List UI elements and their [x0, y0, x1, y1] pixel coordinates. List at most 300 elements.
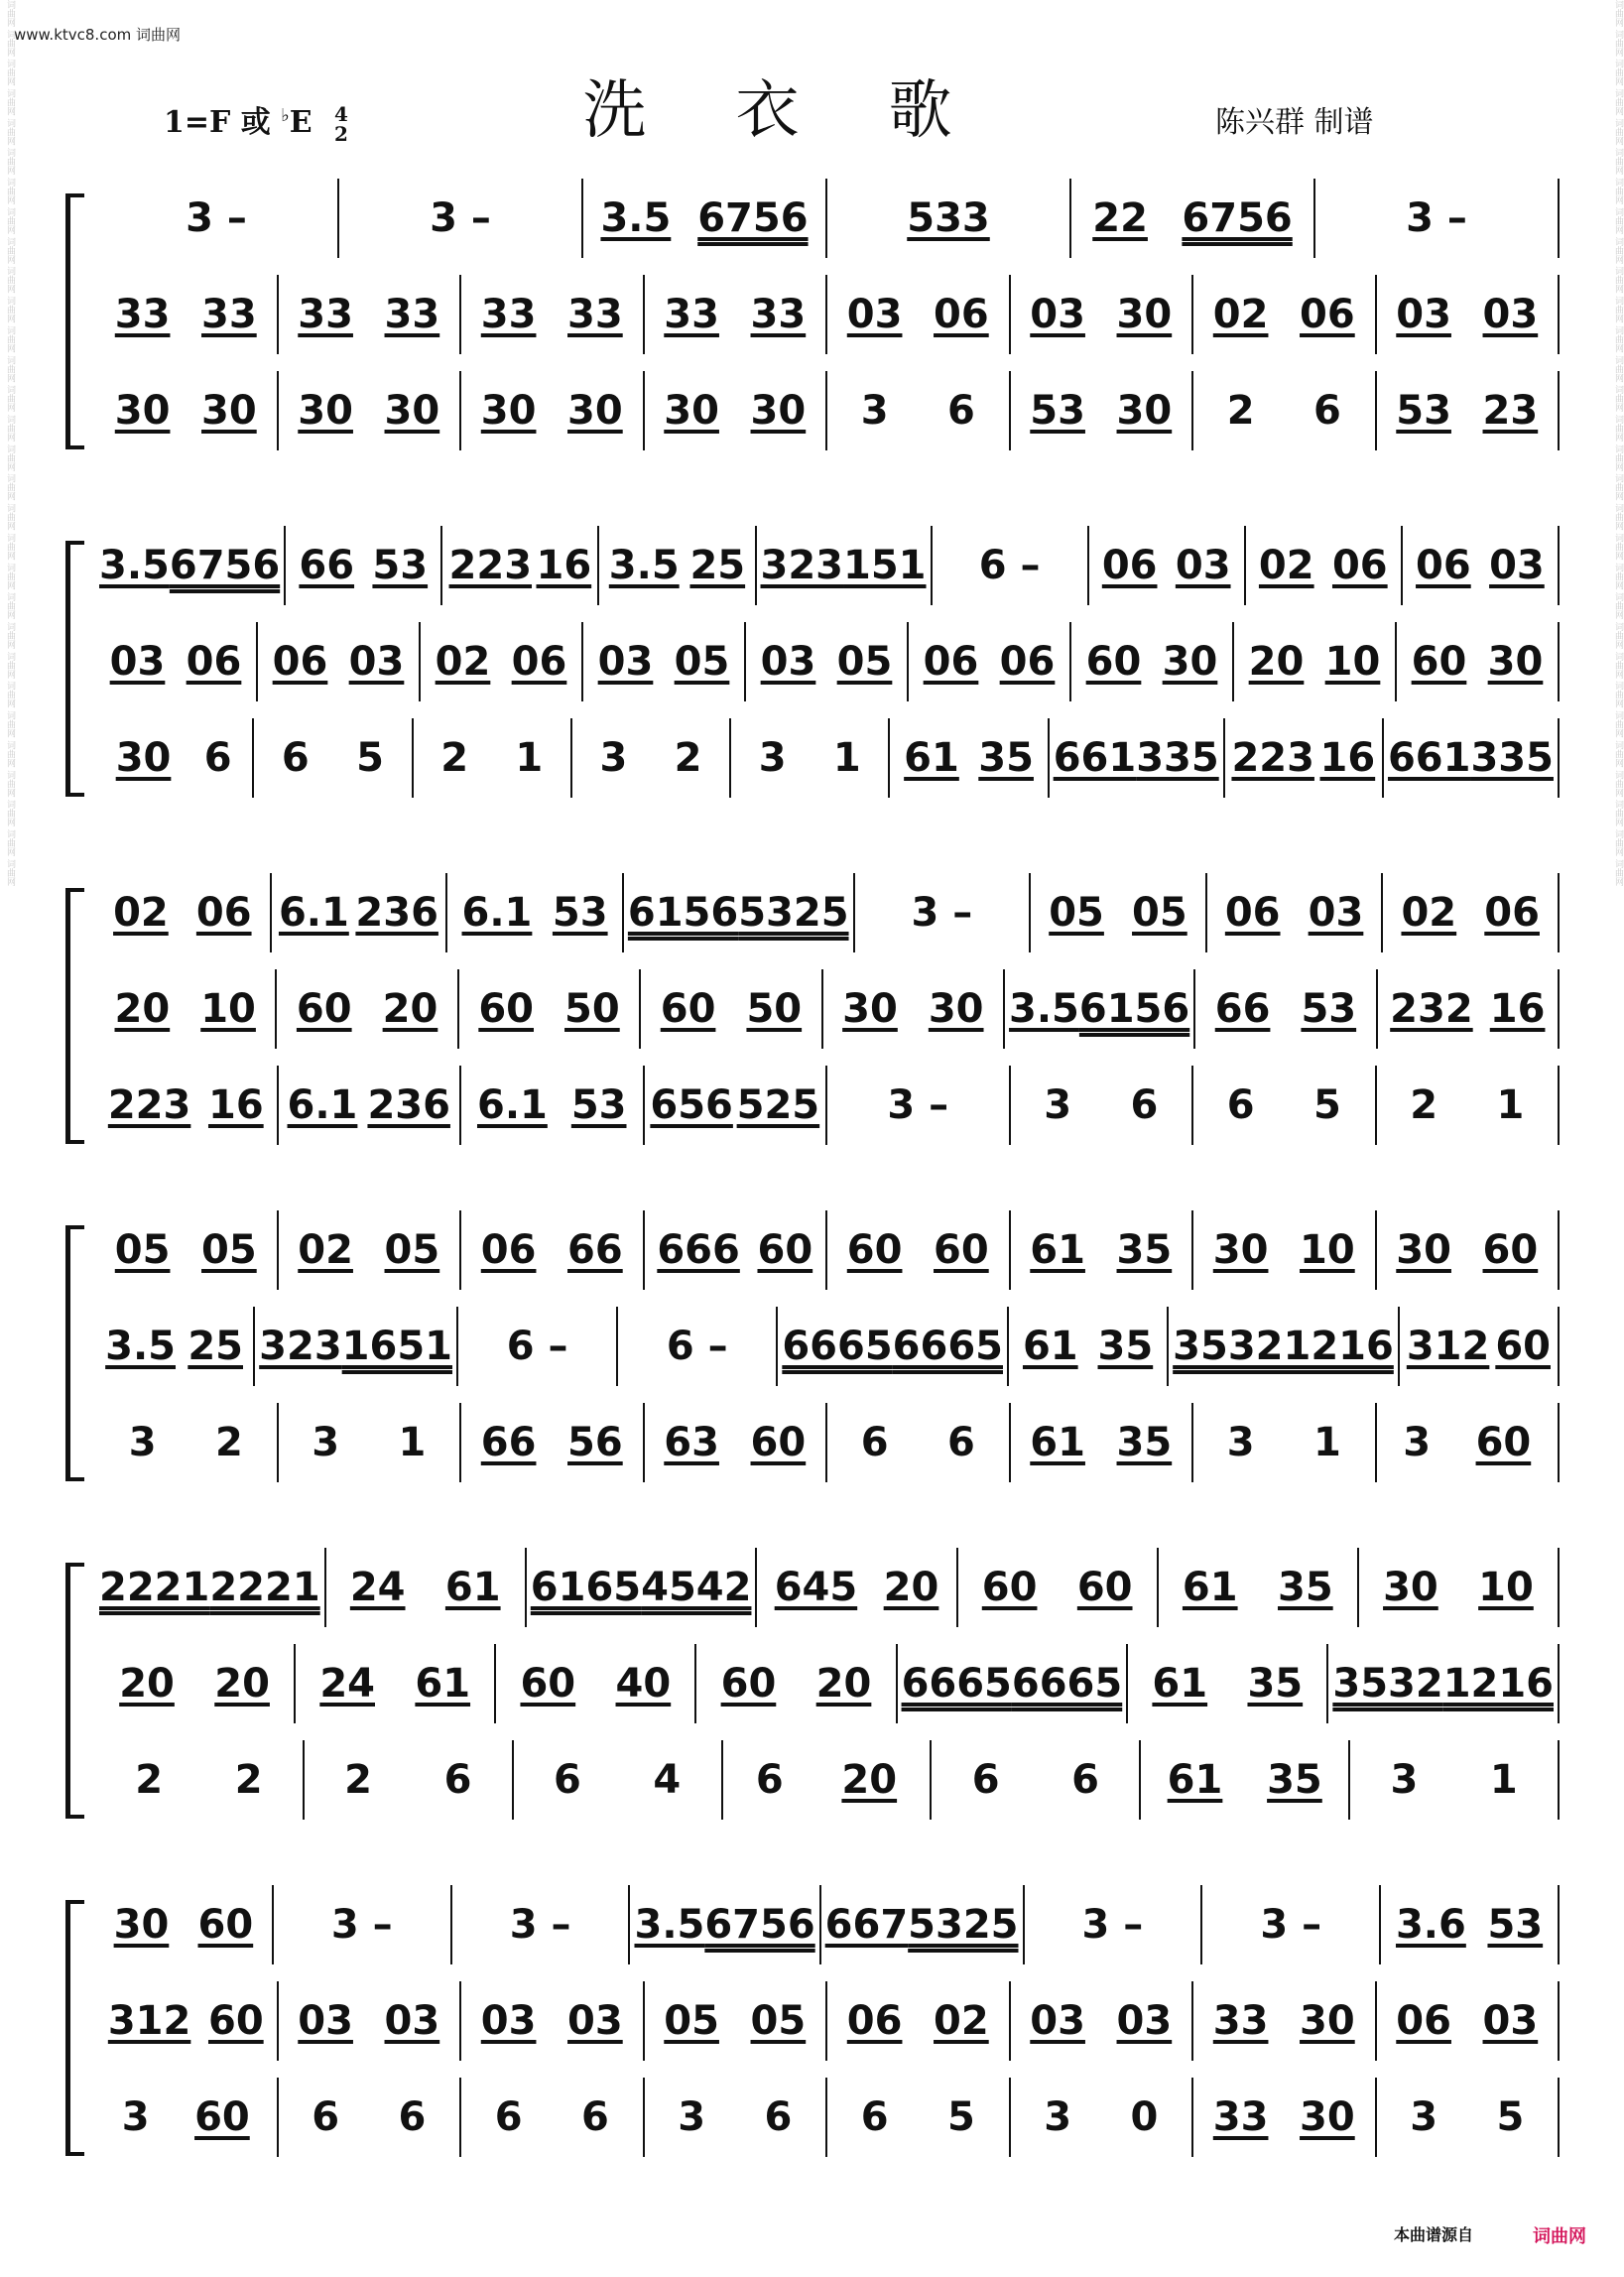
note-group: 66 [480, 1420, 537, 1465]
note-group: 60 [207, 1998, 264, 2044]
note-group: 236 [367, 1082, 450, 1128]
note-group: 30 [201, 388, 257, 434]
note-group: 3532 [1173, 1324, 1284, 1369]
note-group: 30 [1487, 639, 1544, 685]
measure [757, 1548, 957, 1627]
staff-row [95, 1880, 1560, 1969]
note-group: 151 [843, 543, 927, 588]
note-group: 35 [1116, 1420, 1173, 1465]
note-group: 2 [440, 735, 469, 781]
note-group: 667 [824, 1902, 909, 1948]
measure [630, 1885, 820, 1964]
note-group: 10 [1324, 639, 1381, 685]
staff-row [95, 713, 1560, 803]
note-group: 03 [597, 639, 654, 685]
note-group: 02 [113, 890, 169, 936]
note-group: 60 [1085, 639, 1142, 685]
measure [890, 718, 1049, 798]
note-group: 30 [1383, 1565, 1438, 1610]
note-group: 3 [1403, 1420, 1432, 1465]
note-group: 61 [1167, 1757, 1223, 1803]
system-brace [65, 1563, 84, 1819]
note-group: 1216 [1283, 1324, 1394, 1369]
note-group: 30 [1116, 292, 1173, 337]
note-group: 35 [1247, 1661, 1304, 1707]
note-group: 06 [1416, 543, 1471, 588]
note-group: 30 [113, 1902, 170, 1948]
measure [95, 1210, 279, 1290]
measure [95, 1644, 296, 1723]
measure [95, 2078, 279, 2157]
note-group: 60 [981, 1565, 1038, 1610]
note-group: 3 – [186, 195, 247, 241]
note-group: 6 [1130, 1082, 1159, 1128]
note-group: 2 [344, 1757, 372, 1803]
note-group: 6 – [978, 543, 1041, 588]
measure [1011, 1066, 1194, 1145]
score-system [60, 1205, 1560, 1493]
measure [1089, 526, 1246, 605]
measure [932, 1740, 1141, 1820]
note-group: 1 [1312, 1420, 1341, 1465]
note-group: 66 [1214, 986, 1271, 1032]
measure [1009, 1307, 1169, 1386]
measure [95, 1066, 279, 1145]
note-group: 61 [1022, 1324, 1078, 1369]
measure [1377, 1403, 1561, 1482]
note-group: 33 [114, 292, 171, 337]
note-group: 02 [1212, 292, 1269, 337]
measure [823, 969, 1005, 1049]
measure [827, 1981, 1011, 2061]
note-group: 6 [1226, 1082, 1255, 1128]
note-group: 53 [1301, 986, 1357, 1032]
note-group: 6 [860, 2094, 889, 2140]
measure [1031, 873, 1207, 952]
note-group: 60 [1482, 1227, 1539, 1273]
note-group: 6 [554, 1757, 581, 1803]
note-group: 30 [842, 986, 898, 1032]
measure [1011, 1403, 1194, 1482]
note-group: 03 [480, 1998, 537, 2044]
measure [339, 179, 583, 258]
note-group: 30 [1116, 388, 1173, 434]
note-group: 656 [650, 1082, 733, 1128]
note-group: 3 [1226, 1420, 1255, 1465]
note-group: 3 [758, 735, 787, 781]
measure [827, 1210, 1011, 1290]
measure [461, 2078, 645, 2157]
note-group: 05 [1049, 890, 1104, 936]
measure [296, 1644, 496, 1723]
note-group: 323 [259, 1324, 342, 1369]
measure [1011, 1210, 1194, 1290]
measure [279, 1066, 462, 1145]
measure [514, 1740, 723, 1820]
measure [95, 718, 254, 798]
note-group: 3.5 [600, 195, 672, 241]
note-group: 30 [1212, 1227, 1269, 1273]
note-group: 03 [1396, 292, 1451, 337]
note-group: 60 [478, 986, 534, 1032]
note-group: 223 [1231, 735, 1314, 781]
measure [95, 1307, 255, 1386]
note-group: 06 [1224, 890, 1281, 936]
note-group: 60 [846, 1227, 903, 1273]
key-main: 1=F 或 [164, 105, 282, 140]
note-group: 335 [1136, 735, 1219, 781]
note-group: 03 [1482, 292, 1539, 337]
score-system [60, 868, 1560, 1156]
measure [778, 1307, 1009, 1386]
note-group: 35 [1277, 1565, 1333, 1610]
note-group: 661 [1387, 735, 1471, 781]
note-group: 3.5 [634, 1902, 705, 1948]
note-group: 30 [750, 388, 807, 434]
note-group: 323 [760, 543, 844, 588]
note-group: 16 [207, 1082, 264, 1128]
note-group: 6 [971, 1757, 1000, 1803]
note-group: 312 [1406, 1324, 1490, 1369]
site-watermark: www.ktvc8.com 词曲网 [14, 26, 182, 44]
note-group: 06 [1484, 890, 1540, 936]
measure [827, 179, 1071, 258]
staff-row [95, 1976, 1560, 2066]
note-group: 03 [1116, 1998, 1173, 2044]
note-group: 16 [1319, 735, 1376, 781]
measure [1193, 1066, 1377, 1145]
measure [645, 2078, 828, 2157]
measure [274, 1885, 452, 1964]
footer-source: 本曲谱源自 [1394, 2225, 1474, 2244]
note-group: 1216 [1442, 1661, 1555, 1707]
note-group: 60 [660, 986, 716, 1032]
note-group: 6 [281, 735, 310, 781]
note-group: 06 [1101, 543, 1158, 588]
note-group: 30 [567, 388, 623, 434]
measure [95, 622, 258, 701]
measure [1193, 1981, 1377, 2061]
measure [442, 526, 599, 605]
note-group: 3 – [1260, 1902, 1322, 1948]
measure [461, 1403, 645, 1482]
note-group: 06 [1331, 543, 1388, 588]
note-group: 1 [1496, 1082, 1525, 1128]
note-group: 533 [907, 195, 990, 241]
note-group: 1 [1489, 1757, 1518, 1803]
note-group: 25 [187, 1324, 243, 1369]
note-group: 6756 [697, 195, 809, 241]
note-group: 06 [1396, 1998, 1451, 2044]
note-group: 23 [1482, 388, 1539, 434]
arranger: 陈兴群 制谱 [1215, 105, 1374, 140]
note-group: 6 [580, 2094, 609, 2140]
note-group: 30 [1300, 1998, 1355, 2044]
note-group: 33 [384, 292, 440, 337]
note-group: 02 [1401, 890, 1457, 936]
measure [1193, 371, 1377, 450]
measure [1315, 179, 1560, 258]
note-group: 25 [689, 543, 746, 588]
note-group: 3 [1410, 2094, 1438, 2140]
measure [1195, 969, 1377, 1049]
note-group: 03 [1030, 1998, 1085, 2044]
measure [452, 1885, 631, 1964]
measure [95, 526, 286, 605]
note-group: 33 [1212, 1998, 1269, 2044]
note-group: 525 [736, 1082, 820, 1128]
note-group: 60 [520, 1661, 576, 1707]
note-group: 6 [494, 2094, 523, 2140]
note-group: 3 – [330, 1902, 393, 1948]
measure [1383, 873, 1560, 952]
measure [258, 622, 421, 701]
note-group: 10 [1478, 1565, 1534, 1610]
note-group: 16 [536, 543, 592, 588]
note-group: 30 [1300, 2094, 1355, 2140]
note-group: 223 [107, 1082, 191, 1128]
score-system [60, 1880, 1560, 2168]
measure [583, 179, 827, 258]
measure [1005, 969, 1195, 1049]
note-group: 3 [1044, 1082, 1072, 1128]
note-group: 60 [194, 2094, 250, 2140]
note-group: 60 [197, 1902, 254, 1948]
note-group: 30 [1162, 639, 1218, 685]
note-group: 03 [1482, 1998, 1539, 2044]
note-group: 0 [1130, 2094, 1159, 2140]
note-group: 3 – [1081, 1902, 1144, 1948]
note-group: 232 [1390, 986, 1473, 1032]
note-group: 30 [1396, 1227, 1451, 1273]
note-group: 06 [195, 890, 252, 936]
note-group: 03 [348, 639, 405, 685]
note-group: 6756 [169, 543, 281, 588]
measure [855, 873, 1032, 952]
note-group: 2 [1410, 1082, 1438, 1128]
note-group: 6 [755, 1757, 784, 1803]
note-group: 02 [1258, 543, 1314, 588]
staff-row [95, 1543, 1560, 1632]
measure [624, 873, 855, 952]
note-group: 03 [1489, 543, 1545, 588]
note-group: 3.5 [608, 543, 680, 588]
measure [1350, 1740, 1560, 1820]
measure [279, 371, 462, 450]
note-group: 06 [999, 639, 1056, 685]
measure [909, 622, 1071, 701]
note-group: 06 [923, 639, 979, 685]
measure [827, 1066, 1011, 1145]
measure [1141, 1740, 1350, 1820]
measure [1359, 1548, 1560, 1627]
note-group: 30 [928, 986, 984, 1032]
measure [459, 969, 641, 1049]
measure [254, 718, 413, 798]
right-watermark-strip: 词曲网 词曲网 词曲网 词曲网 词曲网 词曲网 词曲网 词曲网 词曲网 词曲网 词曲网 词曲网 词曲网 词曲网 词曲网 词曲网 词曲网 词曲网 词曲网 词曲网 词曲网 词曲网 词曲网 词曲网 词曲网 词曲网 词曲网 词曲网 词曲网 词曲网 [1613, 0, 1623, 886]
measure [1193, 275, 1377, 354]
note-group: 03 [760, 639, 816, 685]
staff-row [95, 1398, 1560, 1487]
note-group: 3 [121, 2094, 150, 2140]
note-group: 02 [934, 1998, 989, 2044]
note-group: 66 [567, 1227, 623, 1273]
note-group: 35 [1097, 1324, 1154, 1369]
note-group: 63 [664, 1420, 719, 1465]
measure [1378, 969, 1560, 1049]
note-group: 35 [1267, 1757, 1322, 1803]
note-group: 40 [615, 1661, 672, 1707]
note-group: 03 [384, 1998, 440, 2044]
note-group: 312 [107, 1998, 191, 2044]
measure [731, 718, 890, 798]
system-brace [65, 541, 84, 797]
note-group: 60 [296, 986, 352, 1032]
measure [527, 1548, 758, 1627]
note-group: 6 – [506, 1324, 568, 1369]
note-group: 3.5 [1009, 986, 1079, 1032]
note-group: 24 [349, 1565, 406, 1610]
note-group: 20 [883, 1565, 939, 1610]
measure [696, 1644, 897, 1723]
note-group: 33 [201, 292, 257, 337]
measure [1071, 622, 1234, 701]
note-group: 53 [1030, 388, 1085, 434]
measure [572, 718, 731, 798]
measure [1011, 2078, 1194, 2157]
note-group: 3 [1044, 2094, 1072, 2140]
measure [95, 969, 277, 1049]
note-group: 661 [1053, 735, 1137, 781]
note-group: 30 [114, 388, 171, 434]
note-group: 20 [114, 986, 171, 1032]
note-group: 61 [444, 1565, 501, 1610]
staff-row [95, 1205, 1560, 1295]
note-group: 03 [846, 292, 903, 337]
measure [827, 371, 1011, 450]
note-group: 05 [201, 1227, 257, 1273]
note-group: 1 [398, 1420, 427, 1465]
note-group: 2221 [99, 1565, 210, 1610]
measure [255, 1307, 458, 1386]
note-group: 60 [757, 1227, 813, 1273]
note-group: 6 [860, 1420, 889, 1465]
note-group: 03 [1308, 890, 1364, 936]
note-group: 53 [1396, 388, 1451, 434]
measure [1377, 1210, 1561, 1290]
note-group: 35 [978, 735, 1034, 781]
note-group: 6 [398, 2094, 427, 2140]
measure [458, 1307, 618, 1386]
note-group: 6665 [1011, 1661, 1123, 1707]
score-system [60, 521, 1560, 809]
measure [1193, 1403, 1377, 1482]
note-group: 33 [567, 292, 623, 337]
measure [583, 622, 746, 701]
measure [898, 1644, 1129, 1723]
measure [279, 1403, 462, 1482]
staff-row [95, 366, 1560, 455]
staff-row [95, 964, 1560, 1054]
score-system [60, 174, 1560, 461]
note-group: 03 [1175, 543, 1231, 588]
note-group: 2 [674, 735, 702, 781]
measure [279, 1210, 462, 1290]
measure [1234, 622, 1397, 701]
measure [95, 371, 279, 450]
note-group: 06 [1300, 292, 1355, 337]
measure [95, 179, 339, 258]
note-group: 20 [841, 1757, 898, 1803]
staff-row [95, 521, 1560, 610]
note-group: 05 [836, 639, 893, 685]
measure [95, 873, 272, 952]
score-system [60, 1543, 1560, 1831]
note-group: 6156 [627, 890, 739, 936]
staff-row [95, 1302, 1560, 1391]
staff-row [95, 868, 1560, 957]
measure [645, 1403, 828, 1482]
note-group: 24 [319, 1661, 375, 1707]
measure [305, 1740, 514, 1820]
note-group: 6156 [1078, 986, 1190, 1032]
note-group: 5 [1312, 1082, 1341, 1128]
note-group: 6756 [1182, 195, 1293, 241]
note-group: 03 [567, 1998, 623, 2044]
staff-row [95, 2073, 1560, 2162]
note-group: 3 [128, 1420, 157, 1465]
note-group: 2 [1226, 388, 1255, 434]
note-group: 53 [372, 543, 429, 588]
note-group: 645 [774, 1565, 858, 1610]
note-group: 666 [657, 1227, 740, 1273]
measure [827, 1403, 1011, 1482]
measure [645, 275, 828, 354]
measure [1397, 622, 1560, 701]
note-group: 06 [272, 639, 328, 685]
measure [1207, 873, 1384, 952]
note-group: 20 [1248, 639, 1305, 685]
key-alt: E [289, 105, 312, 140]
measure [496, 1644, 696, 1723]
measure [827, 2078, 1011, 2157]
measure [461, 1981, 645, 2061]
flat-sign: ♭ [281, 105, 290, 126]
measure [286, 526, 442, 605]
measure [95, 1981, 279, 2061]
note-group: 61 [1030, 1227, 1085, 1273]
note-group: 335 [1470, 735, 1554, 781]
note-group: 10 [200, 986, 256, 1032]
note-group: 1 [515, 735, 544, 781]
measure [461, 371, 645, 450]
note-group: 6.1 [278, 890, 349, 936]
note-group: 3.5 [99, 543, 170, 588]
measure [277, 969, 458, 1049]
note-group: 56 [567, 1420, 623, 1465]
measure [1011, 371, 1194, 450]
note-group: 20 [815, 1661, 872, 1707]
note-group: 50 [564, 986, 620, 1032]
note-group: 33 [1212, 2094, 1269, 2140]
system-brace [65, 1900, 84, 2156]
note-group: 3 – [430, 195, 491, 241]
note-group: 6 [946, 1420, 975, 1465]
measure [746, 622, 909, 701]
note-group: 33 [664, 292, 719, 337]
measure [1011, 275, 1194, 354]
note-group: 6 [443, 1757, 472, 1803]
